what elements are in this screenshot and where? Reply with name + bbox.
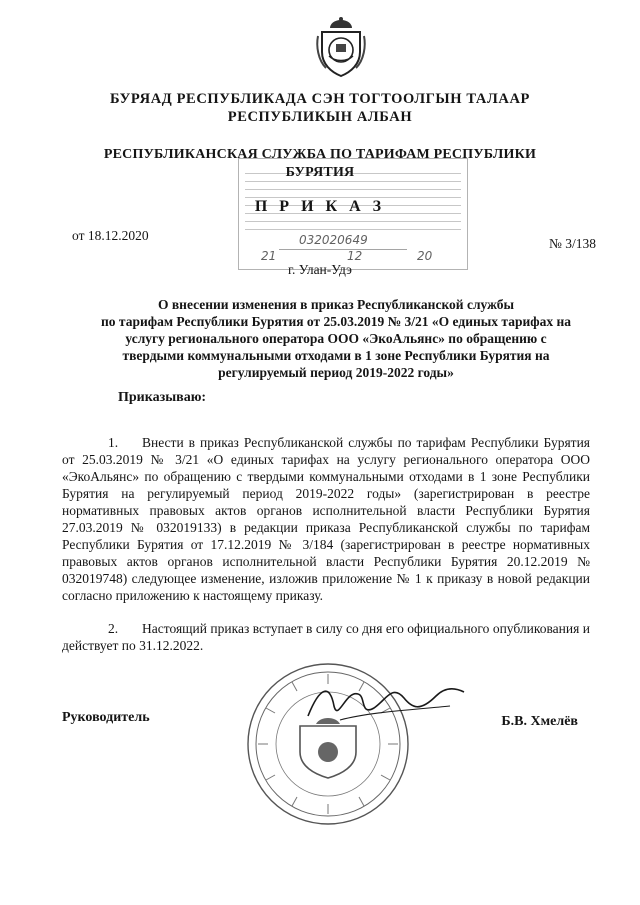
russian-title-line2: БУРЯТИЯ <box>285 165 355 180</box>
paragraph-2 <box>62 620 590 654</box>
order-word: Приказываю: <box>118 390 207 405</box>
russian-agency-name <box>60 146 580 182</box>
title-line: услугу регионального оператора ООО «ЭкоАльянс» по обращению с <box>125 331 547 346</box>
coat-of-arms-icon <box>314 16 368 78</box>
registration-day: 21 <box>261 249 277 263</box>
buryat-title-line2: РЕСПУБЛИКЫН АЛБАН <box>227 109 413 125</box>
title-line: твердыми коммунальными отходами в 1 зоне Республики Бурятия на <box>122 348 550 363</box>
buryat-agency-name <box>60 90 580 126</box>
registration-number: 032020649 <box>299 233 368 247</box>
paragraph-2-number: 2. <box>108 621 119 636</box>
order-date: от 18.12.2020 <box>72 228 149 243</box>
city: г. Улан-Удэ <box>288 262 352 277</box>
russian-title-line1: РЕСПУБЛИКАНСКАЯ СЛУЖБА ПО ТАРИФАМ РЕСПУБЛИКИ <box>103 147 537 162</box>
document-type: П Р И К А З <box>254 198 386 215</box>
paragraph-2-text: Настоящий приказ вступает в силу со дня его официального опубликования и действует по 31.12.2022. <box>62 621 590 653</box>
title-line: О внесении изменения в приказ Республиканской службы <box>158 297 514 312</box>
order-number: № 3/138 <box>548 236 596 251</box>
signature-icon <box>300 676 470 726</box>
paragraph-1-number: 1. <box>108 435 119 450</box>
buryat-title-line1: БУРЯАД РЕСПУБЛИКАДА СЭН ТОГТООЛГЫН ТАЛААР <box>110 91 530 107</box>
order-title <box>56 296 616 381</box>
title-line: регулируемый период 2019-2022 годы» <box>218 365 454 380</box>
registration-year: 20 <box>417 249 433 263</box>
signatory-name: Б.В. Хмелёв <box>501 714 578 729</box>
paragraph-1 <box>62 434 590 604</box>
title-line: по тарифам Республики Бурятия от 25.03.2019 № 3/21 «О единых тарифах на <box>101 314 571 329</box>
signatory-position: Руководитель <box>62 710 150 725</box>
paragraph-1-text: Внести в приказ Республиканской службы по тарифам Республики Бурятия от 25.03.2019 № 3/21 «О единых тарифах на услугу регионального оператора ООО «ЭкоАльянс» по обращению с твердыми коммунальными отходами в 1 зоне Республики Бурятия на регулируемый период 2019-2022 годы» (зарегистрирован в реестре нормативных правовых актов органов исполнительной власти Республики Бурятия 27.03.2019 № 032019133) в редакции приказа Республиканской службы по тарифам Республики Бурятия от 17.12.2019 № 3/184 (зарегистрирован в реестре нормативных правовых актов органов исполнительной власти Республики Бурятия 20.12.2019 № 032019748) следующее изменение, изложив приложение № 1 к приказу в новой редакции согласно приложению к настоящему приказу. <box>62 435 590 603</box>
registration-month: 12 <box>347 249 363 263</box>
